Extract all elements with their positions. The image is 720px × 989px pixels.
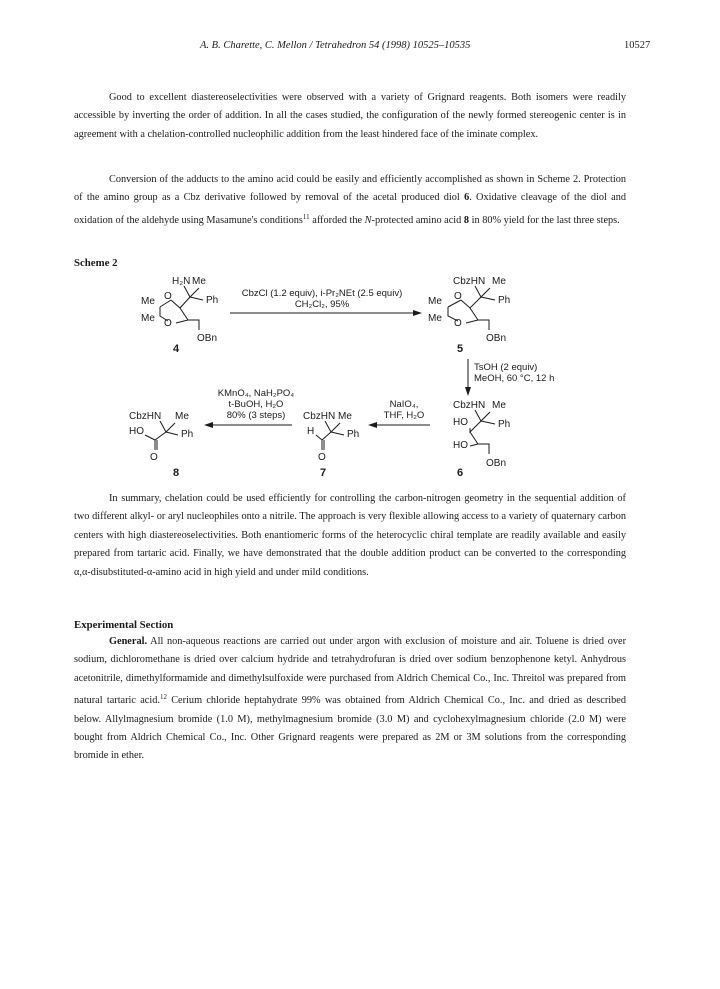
compound-5-amine: CbzHN: [453, 276, 486, 287]
compound-4-me-top: Me: [192, 276, 206, 287]
compound-6-ph: Ph: [498, 419, 511, 430]
step-1-line-2: CH₂Cl₂, 95%: [294, 299, 350, 310]
experimental-part-b: Cerium chloride heptahydrate 99% was obtained from Aldrich Chemical Co., Inc. and dried as described below. Allylmagnesium bromide (1.0 M), methylmagnesium bromide (3.0 M) and cyclohexylmagnesium chloride (2.0 M) were bought from Aldrich Chemical Co., Inc. Other Grignard reagents were prepared as 2M or 3M solutions from the corresponding bromide in ether.: [74, 695, 626, 762]
compound-ref-8: 8: [463, 214, 470, 226]
step-3-line-2: THF, H₂O: [383, 410, 425, 421]
paragraph-conversion: [74, 171, 626, 230]
compound-6-me-top: Me: [492, 400, 506, 411]
step-1-line-1: CbzCl (1.2 equiv), i-Pr₂NEt (2.5 equiv): [241, 288, 403, 299]
step-1: [230, 288, 422, 316]
running-head-citation: A. B. Charette, C. Mellon / Tetrahedron 54 (1998) 10525–10535: [200, 40, 471, 51]
running-head: [0, 40, 720, 54]
compound-4-amine: H₂N: [172, 276, 191, 287]
compound-8-amine: CbzHN: [129, 411, 162, 422]
italic-n: N: [364, 214, 372, 226]
compound-4-me-b: Me: [141, 313, 155, 324]
compound-ref-6: 6: [464, 192, 470, 204]
page-number: 10527: [624, 40, 651, 51]
compound-8-ph: Ph: [181, 429, 194, 440]
step-3-line-1: NaIO₄,: [389, 399, 419, 410]
svg-text:O: O: [164, 318, 172, 329]
compound-5-me-top: Me: [492, 276, 506, 287]
paragraph-2-part-c: afforded the: [309, 214, 365, 226]
compound-4-ph: Ph: [206, 295, 219, 306]
paragraph-diastereoselectivity: [74, 89, 626, 144]
compound-8-o: O: [150, 452, 158, 463]
compound-5-ph: Ph: [498, 295, 511, 306]
compound-5-obn: OBn: [486, 333, 507, 344]
reaction-scheme: [0, 270, 720, 480]
paragraph-2-part-d: -protected amino acid: [371, 214, 464, 226]
step-3: [368, 399, 430, 428]
compound-6-ho-b: HO: [453, 440, 468, 451]
compound-5-structure: [428, 276, 510, 355]
svg-text:O: O: [454, 318, 462, 329]
compound-4-number: 4: [173, 343, 180, 355]
step-2-line-1: TsOH (2 equiv): [474, 362, 538, 373]
reference-11: 11: [302, 212, 310, 221]
reference-12: 12: [159, 693, 167, 702]
compound-5-me-b: Me: [428, 313, 442, 324]
compound-8-me-top: Me: [175, 411, 189, 422]
svg-text:O: O: [164, 291, 172, 302]
compound-4-me-a: Me: [141, 296, 155, 307]
general-run-in-heading: General.: [109, 636, 148, 647]
compound-8-structure: [129, 411, 193, 479]
compound-7-number: 7: [320, 467, 327, 479]
paragraph-summary: [74, 490, 626, 582]
compound-6-amine: CbzHN: [453, 400, 486, 411]
step-4-line-3: 80% (3 steps): [226, 410, 286, 421]
step-4: [204, 388, 294, 428]
step-2-line-2: MeOH, 60 °C, 12 h: [474, 373, 555, 384]
step-2: [465, 359, 554, 396]
compound-7-me-top: Me: [338, 411, 352, 422]
compound-7-h: H: [307, 426, 315, 437]
paragraph-2-part-a: Conversion of the adducts to the amino acid could be easily and efficiently accomplished as shown in Scheme 2. Protection of the amino group as a Cbz derivative followed by removal of the acetal produced diol: [74, 174, 626, 204]
paragraph-3-text: In summary, chelation could be used efficiently for controlling the carbon-nitrogen geometry in the sequential addition of two different alkyl- or aryl nucleophiles onto a nitrile. The approach is very flexible allowing access to a variety of quaternary carbon centers with high diastereoselectivities. Both enantiomeric forms of the heterocyclic chiral template are readily available and easily prepared from tartaric acid. Finally, we have demonstrated that the double addition product can be converted to the corresponding α,α-disubstituted-α-amino acid in high yield and under mild conditions.: [74, 493, 626, 578]
step-4-line-1: KMnO₄, NaH₂PO₄: [217, 388, 295, 399]
experimental-part-a: All non-aqueous reactions are carried out under argon with exclusion of moisture and air. Toluene is dried over sodium, dichloromethane is dried over calcium hydride and tetrahydrofuran is dried over sodium benzophenone ketyl. Anhydrous acetonitrile, dimethylformamide and dimethylsulfoxide were purchased from Aldrich Chemical Co., Inc. Threitol was prepared from natural tartaric acid.: [74, 636, 626, 707]
svg-text:O: O: [454, 291, 462, 302]
compound-5-number: 5: [457, 343, 464, 355]
compound-8-number: 8: [173, 467, 180, 479]
compound-4-obn: OBn: [197, 333, 218, 344]
experimental-heading: Experimental Section: [74, 619, 174, 631]
compound-5-me-a: Me: [428, 296, 442, 307]
step-4-line-2: t-BuOH, H₂O: [228, 399, 284, 410]
paragraph-2-part-e: in 80% yield for the last three steps.: [469, 214, 620, 226]
compound-7-o: O: [318, 452, 326, 463]
paragraph-2-part-b: . Oxidative cleavage of the diol and oxidation of the aldehyde using Masamune's conditions: [74, 192, 626, 226]
paragraph-1-text: Good to excellent diastereoselectivities were observed with a variety of Grignard reagents. Both isomers were readily accessible by inverting the order of addition. In all the cases studied, the configuration of the newly formed stereogenic center is in agreement with a chelation-controlled nucleophilic addition from the least hindered face of the iminate complex.: [74, 92, 626, 140]
compound-6-number: 6: [457, 467, 464, 479]
compound-7-amine: CbzHN: [303, 411, 336, 422]
compound-7-ph: Ph: [347, 429, 360, 440]
paragraph-experimental-general: [74, 633, 626, 766]
compound-7-structure: [303, 411, 359, 479]
compound-6-ho-a: HO: [453, 417, 468, 428]
scheme-label: Scheme 2: [74, 257, 118, 269]
compound-8-ho: HO: [129, 426, 144, 437]
compound-6-obn: OBn: [486, 458, 507, 469]
compound-6-structure: [453, 400, 510, 479]
compound-4-structure: [141, 276, 218, 355]
